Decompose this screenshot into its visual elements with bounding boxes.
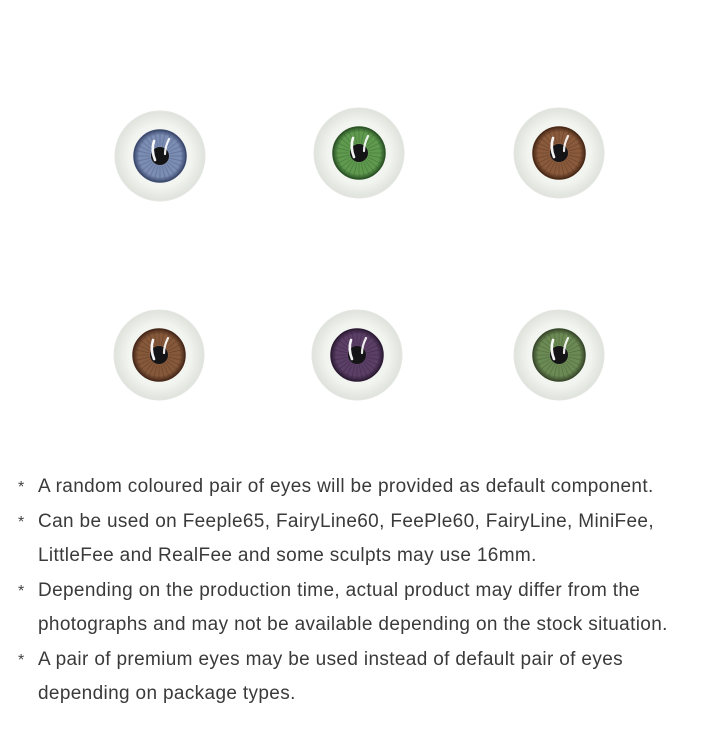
note-item <box>18 574 708 643</box>
blue-eye-graphic <box>114 110 206 202</box>
green-eye-graphic <box>313 107 405 199</box>
green-eye <box>313 107 405 199</box>
bullet-star: * <box>18 479 25 496</box>
note-item <box>18 470 708 505</box>
note-item <box>18 505 708 574</box>
note-line: A random coloured pair of eyes will be provided as default component. <box>38 476 654 497</box>
brown-eye-1 <box>513 107 605 199</box>
brown-eye-2 <box>113 309 205 401</box>
note-line: depending on package types. <box>38 683 296 704</box>
notes-list <box>18 470 708 712</box>
brown-eye-2-graphic <box>113 309 205 401</box>
hazel-eye <box>513 309 605 401</box>
bullet-star: * <box>18 651 25 669</box>
note-item <box>18 643 708 712</box>
purple-eye-graphic <box>311 309 403 401</box>
bullet-star: * <box>18 582 25 600</box>
purple-eye <box>311 309 403 401</box>
note-line: Depending on the production time, actual product may differ from the <box>38 579 641 601</box>
brown-eye-1-graphic <box>513 107 605 199</box>
note-line: Can be used on Feeple65, FairyLine60, FeePle60, FairyLine, MiniFee, <box>38 510 654 532</box>
hazel-eye-graphic <box>513 309 605 401</box>
note-line: A pair of premium eyes may be used instead of default pair of eyes <box>38 648 623 670</box>
bullet-star: * <box>18 513 25 531</box>
note-line: photographs and may not be available depending on the stock situation. <box>38 614 668 635</box>
note-line: LittleFee and RealFee and some sculpts may use 16mm. <box>38 545 537 566</box>
blue-eye <box>114 110 206 202</box>
